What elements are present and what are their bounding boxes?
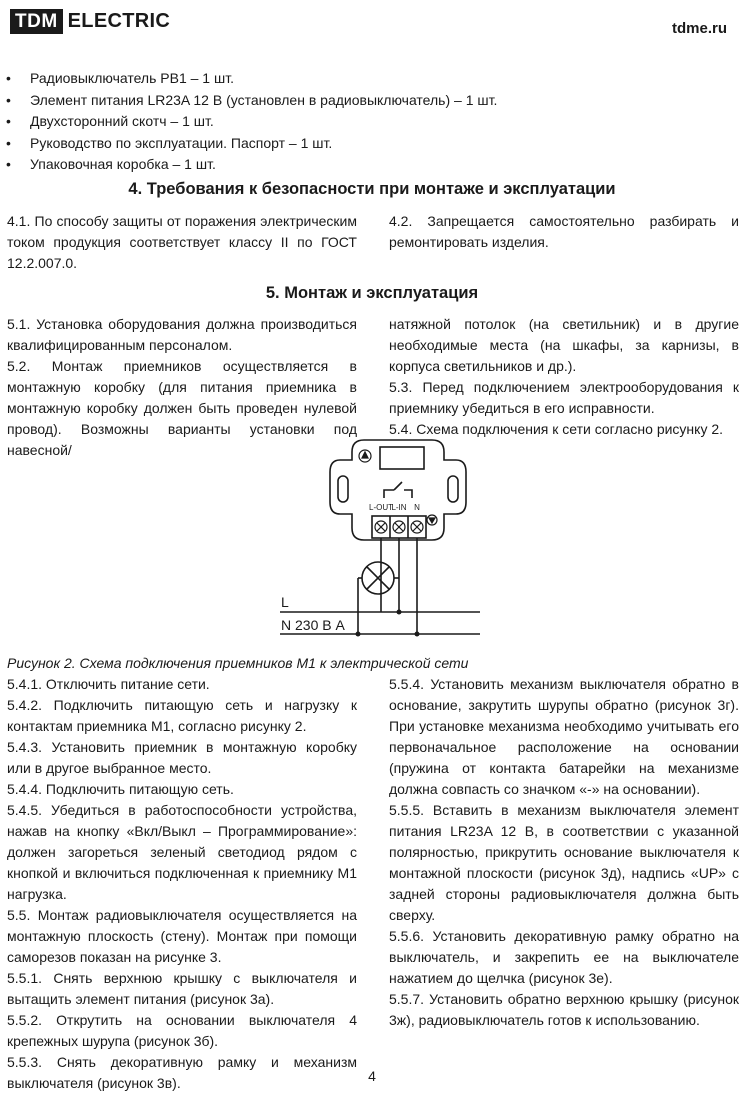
paragraph: 5.5.3. Снять декоративную рамку и механизм выключателя (рисунок 3в).: [7, 1054, 357, 1091]
paragraph: 5.4.1. Отключить питание сети.: [7, 676, 210, 692]
paragraph: 5.5.1. Снять верхнюю крышку с выключателя и вытащить элемент питания (рисунок 3а).: [7, 970, 357, 1007]
terminal-label-lin: L-IN: [391, 503, 407, 512]
paragraph: 5.4. Схема подключения к сети согласно рисунку 2.: [389, 421, 724, 437]
paragraph: 5.5.4. Установить механизм выключателя обратно в основание, закрутить шурупы обратно (рисунок 3г). При установке механизма необходимо учитывать его первоначальное расположение на основании (пружина от контакта батарейки на механизме должна совпасть со значком «-» на основании).: [389, 676, 739, 797]
paragraph: 5.5. Монтаж радиовыключателя осуществляется на монтажную плоскость (стену). Монтаж при помощи саморезов показан на рисунке 3.: [7, 907, 357, 965]
figure-caption: Рисунок 2. Схема подключения приемников М1 к электрической сети: [7, 655, 469, 671]
list-item: • Радиовыключатель РВ1 – 1 шт.: [6, 68, 706, 90]
paragraph: 5.4.3. Установить приемник в монтажную коробку или в другое выбранное место.: [7, 739, 357, 776]
line-label-n: N 230 В А: [281, 617, 345, 633]
logo-mark: TDM: [10, 9, 63, 34]
section-4-heading: 4. Требования к безопасности при монтаже и эксплуатации: [128, 180, 616, 198]
paragraph: 5.3. Перед подключением электрооборудования к приемнику убедиться в его исправности.: [389, 379, 739, 416]
paragraph: 5.2. Монтаж приемников осуществляется в монтажную коробку (для питания приемника в монтажную коробку должен быть проведен нулевой провод). Возможны варианты установки под навесной/: [7, 358, 357, 458]
paragraph: 5.5.7. Установить обратно верхнюю крышку (рисунок 3ж), радиовыключатель готов к использованию.: [389, 991, 739, 1028]
receiver-body: [330, 440, 466, 540]
list-item: • Упаковочная коробка – 1 шт.: [6, 154, 706, 176]
terminal-screws: [375, 521, 423, 533]
website-url: tdme.ru: [671, 20, 727, 37]
section-5-heading: 5. Монтаж и эксплуатация: [265, 284, 479, 302]
paragraph: 4.2. Запрещается самостоятельно разбирать и ремонтировать изделия.: [389, 213, 739, 250]
brand-logo: [10, 9, 170, 34]
paragraph: 5.1. Установка оборудования должна производиться квалифицированным персоналом.: [7, 316, 357, 353]
list-item: • Элемент питания LR23A 12 В (установлен в радиовыключатель) – 1 шт.: [6, 90, 706, 112]
line-label-l: L: [281, 594, 289, 610]
junction-dots: [356, 610, 420, 637]
paragraph: 5.5.6. Установить декоративную рамку обратно на выключатель, и закрепить ее на выключателе нажатием до щелчка (рисунок 3е).: [389, 928, 739, 986]
list-item: • Руководство по эксплуатации. Паспорт – 1 шт.: [6, 133, 706, 155]
paragraph: 5.4.4. Подключить питающую сеть.: [7, 781, 234, 797]
paragraph: 4.1. По способу защиты от поражения электрическим током продукция соответствует классу II по ГОСТ 12.2.007.0.: [7, 213, 357, 271]
paragraph: натяжной потолок (на светильник) и в другие необходимые места (на шкафы, за карнизы, в корпуса светильников и др.).: [389, 316, 739, 374]
paragraph: 5.5.2. Открутить на основании выключателя 4 крепежных шурупа (рисунок 3б).: [7, 1012, 357, 1049]
section-5-right-column: [389, 314, 739, 440]
list-item: • Двухсторонний скотч – 1 шт.: [6, 111, 706, 133]
paragraph: 5.4.5. Убедиться в работоспособности устройства, нажав на кнопку «Вкл/Выкл – Программирование»: должен загореться зеленый светодиод рядом с кнопкой и включиться подключенная к приемнику М1 нагрузка.: [7, 802, 357, 902]
logo-wordmark: ELECTRIC: [67, 10, 171, 32]
paragraph: 5.4.2. Подключить питающую сеть и нагрузку к контактам приемника М1, согласно рисунку 2.: [7, 697, 357, 734]
section-4-right-column: [389, 211, 739, 253]
mount-slot-left: [338, 476, 348, 502]
terminal-label-lout: L-OUT: [369, 503, 393, 512]
section-4-left-column: [7, 211, 357, 274]
paragraph: 5.5.5. Вставить в механизм выключателя элемент питания LR23A 12 В, в соответствии с указанной полярностью, прикрутить основание выключателя к монтажной плоскости (рисунок 3д), надпись «UP» с задней стороны радиовыключателя должна быть сверху.: [389, 802, 739, 923]
receiver-window: [380, 447, 424, 469]
steps-left-column: [7, 674, 357, 1094]
terminal-label-n: N: [414, 503, 420, 512]
wiring-diagram: [0, 430, 744, 645]
relay-switch-symbol: [384, 482, 412, 498]
steps-right-column: [389, 674, 739, 1031]
page-number: 4: [368, 1068, 376, 1084]
mount-slot-right: [448, 476, 458, 502]
package-contents-list: [6, 68, 706, 176]
